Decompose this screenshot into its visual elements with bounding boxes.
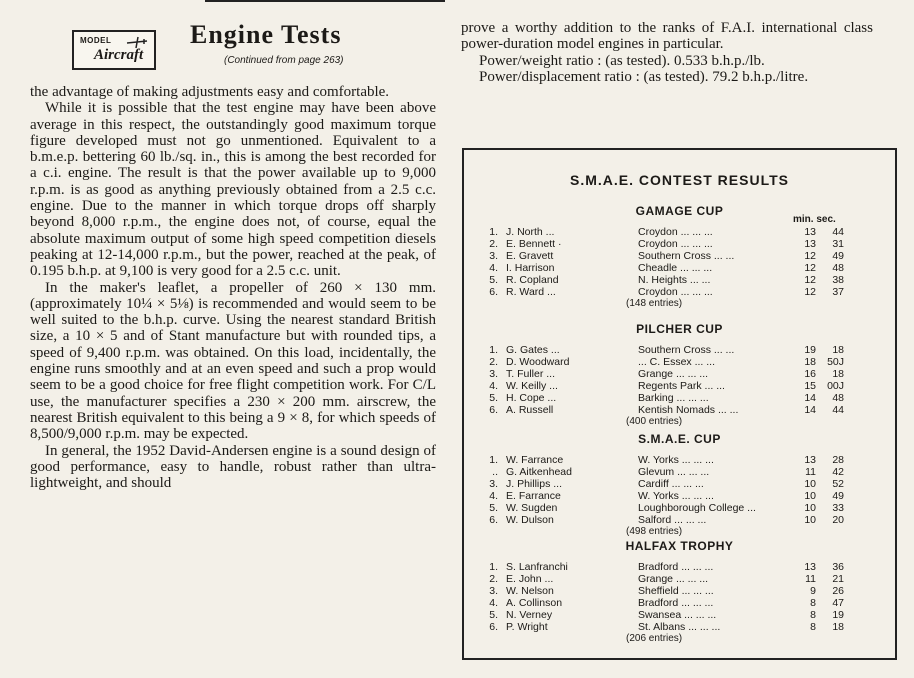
- paragraph: the advantage of making adjustments easy and comfortable.: [30, 84, 390, 100]
- club-name: Cheadle ... ... ...: [638, 262, 713, 274]
- position: 4.: [489, 262, 498, 274]
- result-row: [464, 274, 895, 286]
- position: 2.: [489, 356, 498, 368]
- club-name: Grange ... ... ...: [638, 368, 709, 380]
- seconds: 48: [832, 392, 844, 404]
- result-row: [464, 238, 895, 250]
- right-column-text: [461, 20, 873, 85]
- minutes: 15: [804, 380, 816, 392]
- minutes: 9: [810, 585, 816, 597]
- club-name: Grange ... ... ...: [638, 573, 709, 585]
- seconds: 20: [832, 514, 844, 526]
- seconds: 44: [832, 226, 844, 238]
- competitor-name: E. Gravett: [506, 250, 554, 262]
- seconds: 37: [832, 286, 844, 298]
- competitor-name: P. Wright: [506, 621, 548, 633]
- club-name: Sheffield ... ... ...: [638, 585, 714, 597]
- competitor-name: W. Keilly ...: [506, 380, 558, 392]
- club-name: ... C. Essex ... ...: [638, 356, 716, 368]
- position: ..: [492, 466, 498, 478]
- result-row: [464, 621, 895, 633]
- competitor-name: J. North ...: [506, 226, 555, 238]
- competitor-name: E. John ...: [506, 573, 554, 585]
- position: 6.: [489, 286, 498, 298]
- club-name: Southern Cross ... ...: [638, 250, 735, 262]
- result-row: [464, 344, 895, 356]
- minutes: 8: [810, 609, 816, 621]
- section-title: S.M.A.E. CUP: [638, 432, 721, 446]
- continued-note: (Continued from page 263): [224, 55, 344, 66]
- club-name: Bradford ... ... ...: [638, 561, 714, 573]
- club-name: Loughborough College ...: [638, 502, 756, 514]
- result-row: [464, 573, 895, 585]
- article-title: Engine Tests: [190, 20, 342, 49]
- magazine-logo: [72, 30, 156, 70]
- minutes: 13: [804, 561, 816, 573]
- result-row: [464, 226, 895, 238]
- minutes: 10: [804, 490, 816, 502]
- position: 4.: [489, 380, 498, 392]
- seconds: 49: [832, 490, 844, 502]
- club-name: N. Heights ... ...: [638, 274, 711, 286]
- position: 5.: [489, 609, 498, 621]
- entries-count: (498 entries): [626, 526, 683, 537]
- paragraph: In general, the 1952 David-Andersen engine is a sound design of good performance, easy to handle, robust rather than ultra-lightweight, and should: [30, 442, 436, 492]
- seconds: 36: [832, 561, 844, 573]
- competitor-name: A. Russell: [506, 404, 554, 416]
- power-displacement-ratio: Power/displacement ratio : (as tested). 79.2 b.h.p./litre.: [479, 68, 809, 85]
- position: 4.: [489, 597, 498, 609]
- paragraph: While it is possible that the test engine may have been above average in this respect, the outstandingly good maximum torque figure developed must not go unmentioned. Equivalent to a b.m.e.p. bettering 60 lb./sq. in., this is among the best recorded for a c.i. engine. The result is that the power available up to 9,000 r.p.m. is as good as anything previously obtained from a 2.5 c.c. engine. Due to the manner in which torque drops off sharply beyond 8,000 r.p.m., the engine does not, of course, equal the absolute maximum output of some high speed competition diesels peaking at 12-14,000 r.p.m., but the power, reached at the peak, of 0.195 b.h.p. at 9,100 is very good for a 2.5 c.c. unit.: [30, 100, 436, 280]
- position: 6.: [489, 404, 498, 416]
- seconds: 19: [832, 609, 844, 621]
- minutes: 8: [810, 597, 816, 609]
- position: 5.: [489, 274, 498, 286]
- seconds: 21: [832, 573, 844, 585]
- airplane-icon: [126, 36, 148, 50]
- minutes: 11: [805, 573, 816, 585]
- club-name: W. Yorks ... ... ...: [638, 490, 714, 502]
- position: 6.: [489, 514, 498, 526]
- competitor-name: N. Verney: [506, 609, 553, 621]
- competitor-name: E. Farrance: [506, 490, 561, 502]
- minutes: 12: [804, 286, 816, 298]
- result-row: [464, 609, 895, 621]
- club-name: Barking ... ... ...: [638, 392, 709, 404]
- competitor-name: J. Phillips ...: [506, 478, 563, 490]
- competitor-name: W. Dulson: [506, 514, 554, 526]
- section-title: PILCHER CUP: [636, 322, 723, 336]
- seconds: 44: [832, 404, 844, 416]
- position: 3.: [489, 368, 498, 380]
- paragraph: prove a worthy addition to the ranks of F.A.I. international class power-duration model engines in particular.: [461, 20, 873, 53]
- seconds: 33: [832, 502, 844, 514]
- result-row: [464, 466, 895, 478]
- result-row: [464, 404, 895, 416]
- position: 5.: [489, 502, 498, 514]
- seconds: 42: [832, 466, 844, 478]
- result-row: [464, 454, 895, 466]
- club-name: Cardiff ... ... ...: [638, 478, 704, 490]
- result-row: [464, 250, 895, 262]
- competitor-name: R. Copland: [506, 274, 559, 286]
- result-row: [464, 368, 895, 380]
- competitor-name: S. Lanfranchi: [506, 561, 568, 573]
- seconds: 50J: [827, 356, 844, 368]
- entries-count: (400 entries): [626, 416, 683, 427]
- position: 3.: [489, 585, 498, 597]
- club-name: Croydon ... ... ...: [638, 286, 713, 298]
- logo-model-text: MODEL: [80, 36, 112, 45]
- club-name: St. Albans ... ... ...: [638, 621, 721, 633]
- competitor-name: D. Woodward: [506, 356, 570, 368]
- competitor-name: W. Sugden: [506, 502, 558, 514]
- minutes: 10: [804, 514, 816, 526]
- seconds: 18: [832, 621, 844, 633]
- club-name: Salford ... ... ...: [638, 514, 707, 526]
- minutes: 12: [804, 250, 816, 262]
- seconds: 47: [832, 597, 844, 609]
- club-name: Croydon ... ... ...: [638, 238, 713, 250]
- competitor-name: T. Fuller ...: [506, 368, 556, 380]
- logo-aircraft-text: Aircraft: [94, 47, 144, 63]
- competitor-name: E. Bennett ·: [506, 238, 562, 250]
- minutes: 16: [804, 368, 816, 380]
- minutes: 11: [805, 466, 816, 478]
- club-name: Southern Cross ... ...: [638, 344, 735, 356]
- competitor-name: G. Aitkenhead: [506, 466, 572, 478]
- position: 1.: [489, 454, 498, 466]
- minutes: 10: [804, 478, 816, 490]
- club-name: Regents Park ... ...: [638, 380, 725, 392]
- result-row: [464, 490, 895, 502]
- seconds: 18: [832, 368, 844, 380]
- result-row: [464, 392, 895, 404]
- left-column-text: [30, 84, 436, 491]
- entries-count: (206 entries): [626, 633, 683, 644]
- seconds: 52: [832, 478, 844, 490]
- seconds: 31: [832, 238, 844, 250]
- seconds: 00J: [827, 380, 844, 392]
- competitor-name: G. Gates ...: [506, 344, 560, 356]
- minutes: 13: [804, 226, 816, 238]
- competitor-name: I. Harrison: [506, 262, 555, 274]
- competitor-name: W. Nelson: [506, 585, 554, 597]
- position: 1.: [489, 226, 498, 238]
- minutes: 14: [804, 392, 816, 404]
- seconds: 38: [832, 274, 844, 286]
- club-name: Kentish Nomads ... ...: [638, 404, 739, 416]
- paragraph: In the maker's leaflet, a propeller of 260 × 130 mm. (approximately 10¼ × 5⅛) is recommended and would seem to be well suited to the b.h.p. curve. Using the nearest standard British size, a 10 × 5 and of Stant manufacture but with rounded tips, a speed of 9,400 r.p.m. was obtained. On this load, incidentally, the engine runs smoothly and at an even speed and such a prop would seem to be a good choice for free flight competition work. For C/L use, the manufacturer specifies a 230 × 200 mm. airscrew, the nearest British equivalent to this being a 9 × 8, for which speeds of 8,500/9,000 r.p.m. may be expected.: [30, 279, 436, 443]
- seconds: 49: [832, 250, 844, 262]
- result-row: [464, 597, 895, 609]
- result-row: [464, 502, 895, 514]
- minutes: 19: [804, 344, 816, 356]
- club-name: Bradford ... ... ...: [638, 597, 714, 609]
- minutes: 12: [804, 262, 816, 274]
- contest-results-box: [462, 148, 897, 660]
- result-row: [464, 262, 895, 274]
- position: 6.: [489, 621, 498, 633]
- competitor-name: R. Ward ...: [506, 286, 556, 298]
- club-name: W. Yorks ... ... ...: [638, 454, 714, 466]
- competitor-name: A. Collinson: [506, 597, 563, 609]
- entries-count: (148 entries): [626, 298, 683, 309]
- position: 3.: [489, 478, 498, 490]
- seconds: 26: [832, 585, 844, 597]
- result-row: [464, 561, 895, 573]
- power-weight-ratio: Power/weight ratio : (as tested). 0.533 b.h.p./lb.: [479, 52, 765, 69]
- seconds: 48: [832, 262, 844, 274]
- result-row: [464, 514, 895, 526]
- minutes: 13: [804, 238, 816, 250]
- position: 5.: [489, 392, 498, 404]
- minutes: 10: [804, 502, 816, 514]
- section-title: HALFAX TROPHY: [625, 539, 734, 553]
- competitor-name: H. Cope ...: [506, 392, 557, 404]
- result-row: [464, 478, 895, 490]
- results-title: S.M.A.E. CONTEST RESULTS: [570, 172, 789, 188]
- club-name: Swansea ... ... ...: [638, 609, 717, 621]
- minutes: 14: [804, 404, 816, 416]
- position: 4.: [489, 490, 498, 502]
- result-row: [464, 286, 895, 298]
- competitor-name: W. Farrance: [506, 454, 564, 466]
- club-name: Croydon ... ... ...: [638, 226, 713, 238]
- position: 1.: [489, 344, 498, 356]
- minutes: 13: [804, 454, 816, 466]
- top-rule: [205, 0, 445, 2]
- position: 2.: [489, 573, 498, 585]
- section-title: GAMAGE CUP: [635, 204, 724, 218]
- minutes: 18: [804, 356, 816, 368]
- result-row: [464, 356, 895, 368]
- seconds: 18: [832, 344, 844, 356]
- result-row: [464, 585, 895, 597]
- position: 2.: [489, 238, 498, 250]
- minutes: 12: [804, 274, 816, 286]
- min-sec-header: min. sec.: [793, 214, 836, 225]
- position: 3.: [489, 250, 498, 262]
- result-row: [464, 380, 895, 392]
- minutes: 8: [810, 621, 816, 633]
- position: 1.: [489, 561, 498, 573]
- seconds: 28: [832, 454, 844, 466]
- club-name: Glevum ... ... ...: [638, 466, 710, 478]
